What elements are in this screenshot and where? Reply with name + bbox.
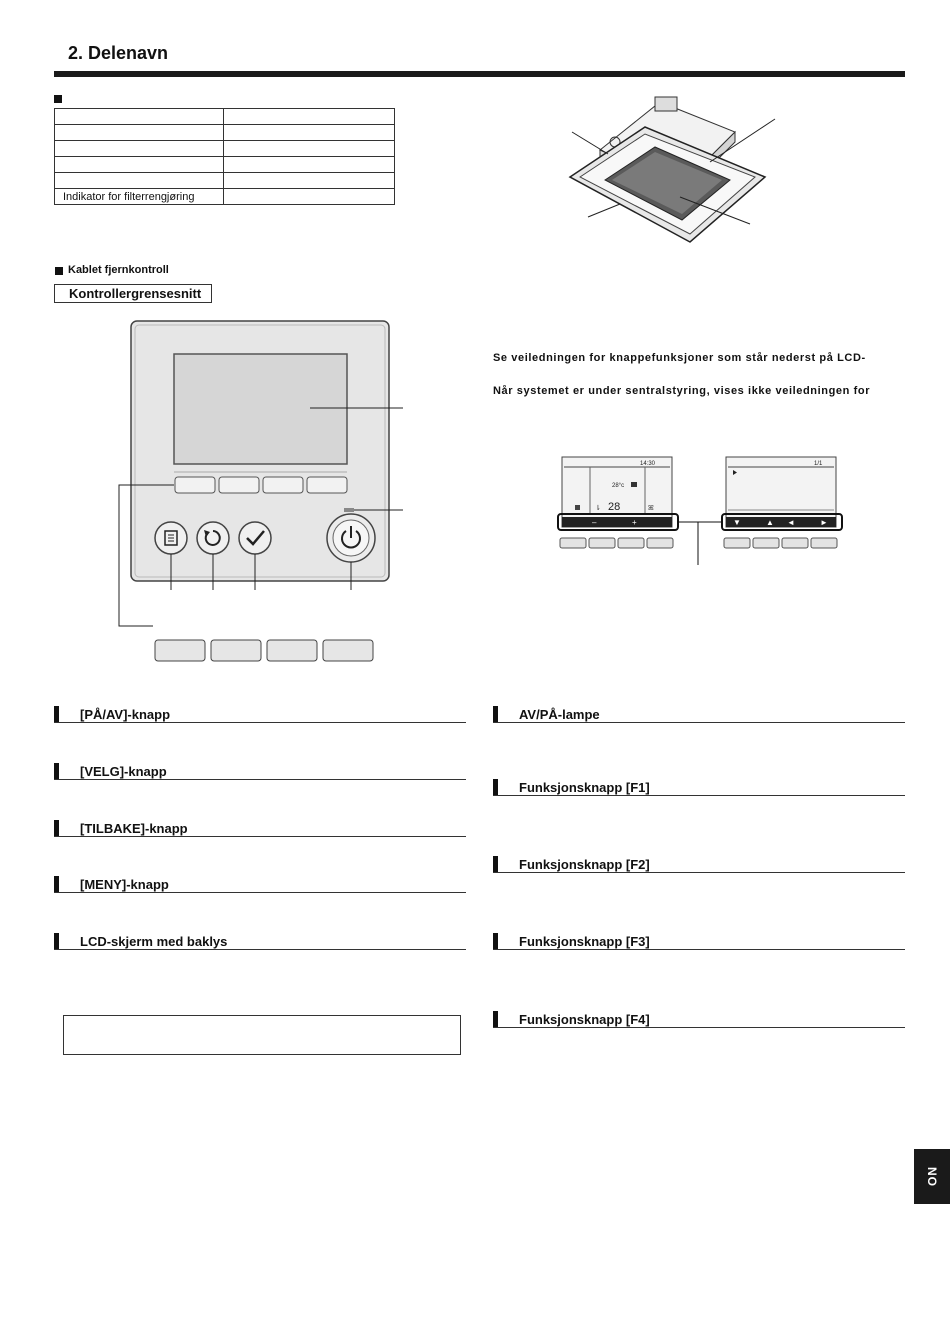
lcd-arrow: ▲	[766, 518, 774, 527]
controller-illustration	[115, 318, 415, 668]
language-tab	[914, 1149, 950, 1204]
part-heading-on-off	[54, 706, 466, 726]
cassette-unit-illustration	[560, 92, 790, 252]
language-code: NO	[925, 1166, 939, 1187]
table-cell	[224, 109, 395, 125]
svg-text:ꕤ: ꕤ	[648, 505, 654, 512]
lcd-set-temp: 28°c	[612, 483, 625, 489]
part-heading-select	[54, 763, 466, 783]
part-label: [PÅ/AV]-knapp	[80, 707, 171, 722]
table-cell	[55, 109, 224, 125]
table-row	[55, 157, 395, 173]
part-heading-menu	[54, 876, 466, 896]
lcd-arrow: ◄	[787, 518, 795, 527]
remote-heading: Kablet fjernkontroll	[68, 264, 169, 276]
part-heading-f2	[493, 856, 905, 876]
svg-text:⇂: ⇂	[595, 505, 601, 512]
table-cell	[224, 141, 395, 157]
interface-label: Kontrollergrensesnitt	[54, 284, 212, 303]
table-row	[55, 141, 395, 157]
part-heading-f3	[493, 933, 905, 953]
part-label: Funksjonsknapp [F1]	[519, 780, 650, 795]
lcd-examples-illustration	[550, 453, 850, 568]
part-label: Funksjonsknapp [F2]	[519, 857, 650, 872]
part-heading-lamp	[493, 706, 905, 726]
part-label: [VELG]-knapp	[80, 764, 167, 779]
part-label: [TILBAKE]-knapp	[80, 821, 188, 836]
table-cell	[224, 157, 395, 173]
table-cell	[224, 173, 395, 189]
lcd-arrow: ►	[820, 518, 828, 527]
table-cell	[55, 141, 224, 157]
lcd-minus: –	[592, 518, 597, 527]
part-label: Funksjonsknapp [F4]	[519, 1012, 650, 1027]
part-heading-f4	[493, 1011, 905, 1031]
lcd-big-temp: 28	[608, 501, 621, 513]
title-rule	[54, 71, 905, 77]
spec-table	[54, 108, 395, 205]
table-row	[55, 189, 395, 205]
square-bullet-icon	[54, 95, 62, 103]
table-cell: Indikator for filterrengjøring	[55, 189, 224, 205]
table-row	[55, 125, 395, 141]
table-cell	[55, 173, 224, 189]
square-bullet-icon	[55, 267, 63, 275]
lcd-plus: +	[632, 518, 637, 527]
part-label: AV/PÅ-lampe	[519, 707, 600, 722]
part-label: Funksjonsknapp [F3]	[519, 934, 650, 949]
table-row	[55, 109, 395, 125]
lcd-arrow: ▼	[733, 518, 741, 527]
note-line-1: Se veiledningen for knappefunksjoner som står nederst på LCD-	[493, 352, 866, 364]
table-cell	[55, 157, 224, 173]
table-cell	[224, 189, 395, 205]
part-heading-lcd	[54, 933, 466, 953]
table-cell	[224, 125, 395, 141]
part-label: LCD-skjerm med baklys	[80, 934, 228, 949]
table-cell	[55, 125, 224, 141]
part-heading-return	[54, 820, 466, 840]
page-title: 2. Delenavn	[68, 43, 169, 63]
lcd-page: 1/1	[814, 461, 823, 467]
note-line-2: Når systemet er under sentralstyring, vises ikke veiledningen for	[493, 385, 871, 397]
part-heading-f1	[493, 779, 905, 799]
note-box	[63, 1015, 461, 1055]
part-label: [MENY]-knapp	[80, 877, 169, 892]
table-row	[55, 173, 395, 189]
lcd-time: 14:30	[640, 461, 656, 467]
